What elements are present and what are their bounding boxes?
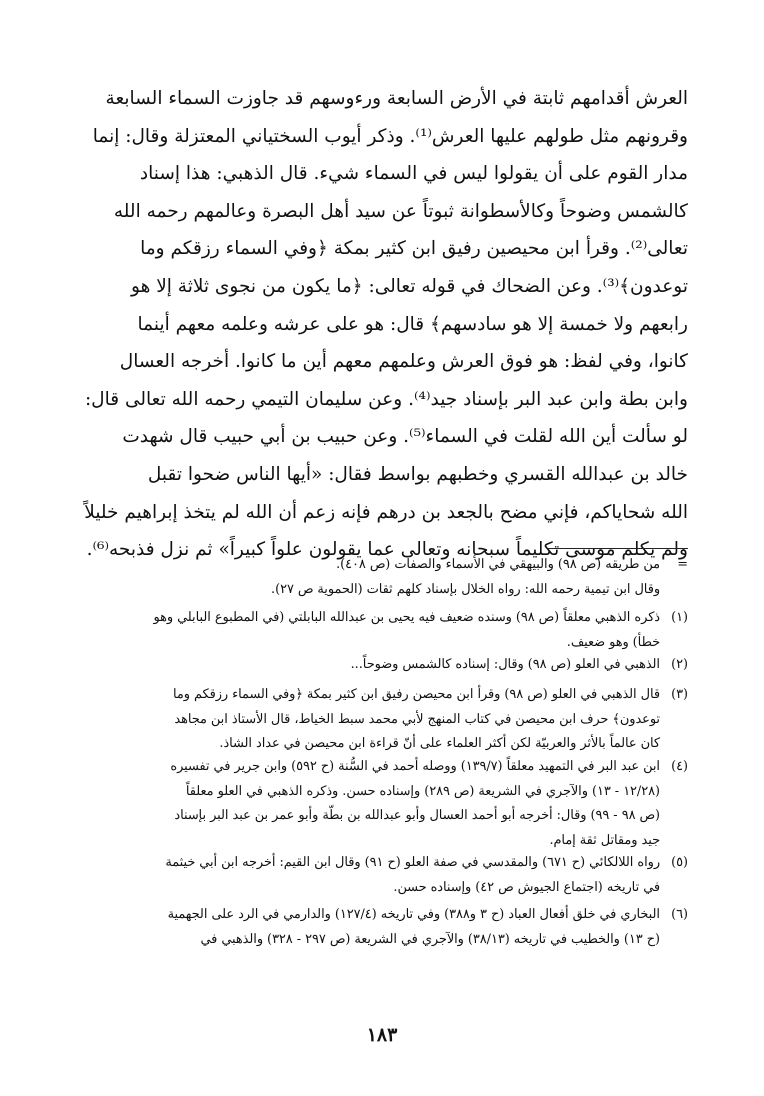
footnote-5 (92, 851, 688, 900)
main-text-line: كانوا، وفي لفظ: هو فوق العرش وعلمهم معهم أين ما كانوا. أخرجه العسال (119, 351, 688, 373)
footnote-continuation (92, 553, 688, 602)
footnote-number: (١) (671, 610, 688, 625)
page-number: ١٨٣ (366, 1024, 398, 1046)
footnote-1 (92, 606, 688, 655)
footnote-number: (٢) (671, 657, 688, 672)
main-text-line: ولم يكلم موسى تكليماً سبحانه وتعالى عما يقولون علواً كبيراً» ثم نزل فذبحه⁽⁶⁾. (86, 539, 688, 561)
main-text-line: لو سألت أين الله لقلت في السماء⁽⁵⁾. وعن حبيب بن أبي حبيب قال شهدت (122, 426, 688, 448)
footnote-line: (١٢/٢٨ - ١٣) والآجري في الشريعة (ص ٢٨٩) وإسناده حسن. وذكره الذهبي في العلو معلقاً (185, 783, 660, 799)
footnote-2 (92, 653, 688, 678)
footnote-3 (92, 683, 688, 757)
main-text-line: الله شحاياكم، فإني مضح بالجعد بن درهم فإنه زعم أن الله لم يتخذ إبراهيم خليلاً (84, 501, 688, 523)
footnote-line: الذهبي في العلو (ص ٩٨) وقال: إسناده كالشمس وضوحاً... (350, 657, 660, 672)
footnote-line: ابن عبد البر في التمهيد معلقاً (١٣٩/٧) ووصله أحمد في السُّنة (ح ٥٩٢) وابن جرير في تفسيره (170, 759, 660, 774)
footnote-line: رواه اللالكائي (ح ٦٧١) والمقدسي في صفة العلو (ح ٩١) وقال ابن القيم: أخرجه ابن أبي خيثمة (165, 855, 660, 870)
footnote-line: توعدون﴾ حرف ابن محيصن في كتاب المنهج لأبي محمد سبط الخياط، قال الأستاذ ابن مجاهد (174, 711, 660, 727)
footnote-line: خطأ) وهو ضعيف. (566, 634, 660, 650)
footnote-line: (ح ١٣) والخطيب في تاريخه (٣٨/١٣) والآجري في الشريعة (ص ٢٩٧ - ٣٢٨) والذهبي في (200, 931, 660, 947)
footnote-line: وقال ابن تيمية رحمه الله: رواه الخلال بإسناد كلهم ثقات (الحموية ص ٢٧). (271, 581, 660, 597)
footnote-6 (92, 903, 688, 952)
main-text-line: رابعهم ولا خمسة إلا هو سادسهم﴾ قال: هو على عرشه وعلمه معهم أينما (137, 313, 688, 335)
main-text-block (84, 80, 688, 569)
main-text-line: تعالى⁽²⁾. وقرأ ابن محيصين رفيق ابن كثير بمكة ﴿وفي السماء رزقكم وما (140, 238, 688, 260)
footnote-line: (ص ٩٨ - ٩٩) وقال: أخرجه أبو أحمد العسال وأبو عبدالله بن بطّة وأبو عمر بن عبد البر بإسناد (174, 808, 660, 823)
footnote-line: كان عالماً بالأثر والعربيّة لكن أكثر العلماء على أنّ قراءة ابن محيصن في عداد الشاذ. (219, 736, 660, 751)
footnote-line: من طريقه (ص ٩٨) والبيهقي في الأسماء والصفات (ص ٤٠٨). (336, 557, 660, 572)
footnote-number: (٥) (671, 855, 688, 870)
footnote-line: قال الذهبي في العلو (ص ٩٨) وقرأ ابن محيصن رفيق ابن كثير بمكة ﴿وفي السماء رزقكم وما (173, 687, 660, 702)
footnote-line: جيد ومقاتل ثقة إمام. (549, 832, 660, 848)
main-text-line: كالشمس وضوحاً وكالأسطوانة ثبوتاً عن سيد أهل البصرة وعالمهم رحمه الله (113, 200, 688, 222)
footnote-number: (٤) (671, 759, 688, 774)
footnote-line: البخاري في خلق أفعال العباد (ح ٣ و٣٨٨) وفي تاريخه (١٢٧/٤) والدارمي في الرد على الجهمية (167, 907, 660, 922)
footnote-4 (92, 755, 688, 853)
main-text-line: العرش أقدامهم ثابتة في الأرض السابعة ورءوسهم قد جاوزت السماء السابعة (105, 88, 688, 109)
main-text-line: مدار القوم على أن يقولوا ليس في السماء شيء. قال الذهبي: هذا إسناد (139, 163, 688, 185)
main-text-line: خالد بن عبدالله القسري وخطبهم بواسط فقال: «أيها الناس ضحوا تقبل (147, 463, 688, 485)
footnote-number: (٦) (671, 907, 688, 922)
main-text-line: توعدون﴾⁽³⁾. وعن الضحاك في قوله تعالى: ﴿ما يكون من نجوى ثلاثة إلا هو (131, 275, 688, 297)
main-text-line: وقرونهم مثل طولهم عليها العرش⁽¹⁾. وذكر أيوب السختياني المعتزلة وقال: إنما (92, 125, 688, 147)
footnote-line: في تاريخه (اجتماع الجيوش ص ٤٢) وإسناده حسن. (393, 879, 660, 895)
main-text-line: وابن بطة وابن عبد البر بإسناد جيد⁽⁴⁾. وعن سليمان التيمي رحمه الله تعالى قال: (84, 388, 688, 410)
footnote-number: = (677, 557, 688, 572)
footnote-line: ذكره الذهبي معلقاً (ص ٩٨) وسنده ضعيف فيه يحيى بن عبدالله البابلتي (في المطبوع البابلي وهو (153, 610, 660, 625)
footnote-number: (٣) (671, 687, 688, 702)
footnote-divider (548, 548, 688, 549)
